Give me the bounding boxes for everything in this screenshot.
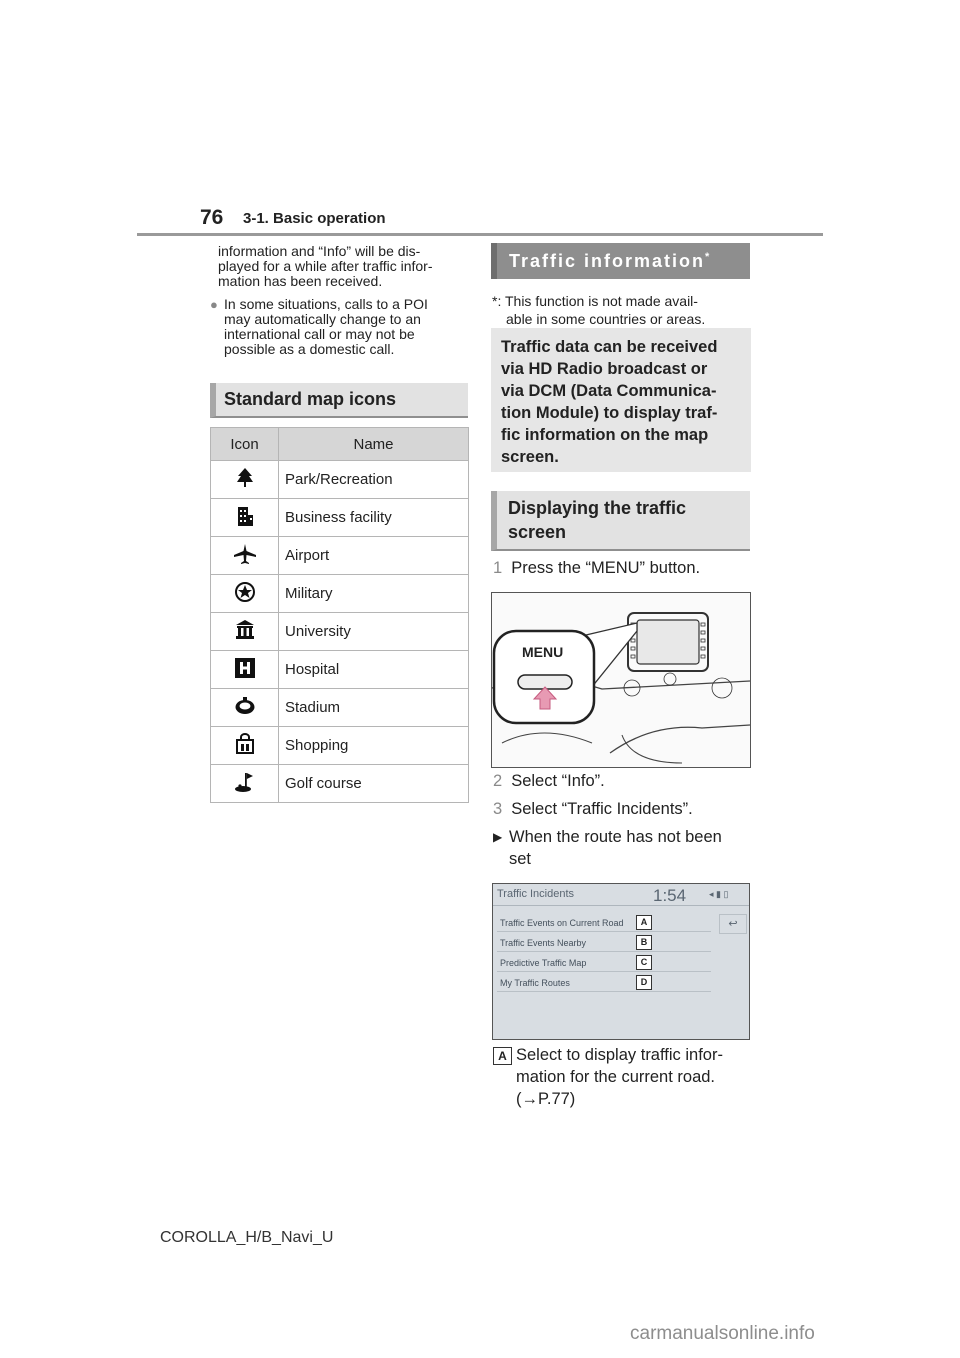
golf-course-icon: [234, 771, 256, 793]
table-row: [211, 689, 469, 727]
step-number: 1: [493, 559, 503, 577]
footer-model-code: COROLLA_H/B_Navi_U: [160, 1229, 334, 1246]
university-icon: [234, 619, 256, 641]
callout-letter: A: [493, 1047, 512, 1065]
displaying-traffic-screen-heading: [491, 491, 750, 551]
standard-map-icons-heading: Standard map icons: [210, 383, 468, 418]
status-icons: ◂ ▮ ▯: [709, 889, 729, 899]
text-line: Select to display traffic infor-: [516, 1046, 723, 1064]
table-cell-name: Business facility: [279, 499, 469, 537]
column-header-icon: Icon: [211, 428, 279, 461]
watermark: carmanualsonline.info: [630, 1323, 815, 1344]
stadium-icon: [234, 695, 256, 717]
step-3: [493, 798, 693, 820]
callout-a-description: [493, 1044, 758, 1110]
text-line: information and “Info” will be dis-: [218, 243, 421, 259]
text-line: set: [509, 850, 532, 868]
menu-item-my-routes[interactable]: My Traffic Routes: [497, 974, 711, 992]
page-number: 76: [200, 206, 224, 229]
callout-letter: C: [636, 955, 652, 970]
airport-icon: [233, 543, 257, 565]
step-number: 2: [493, 772, 503, 790]
table-row: [211, 765, 469, 803]
menu-item-nearby[interactable]: Traffic Events Nearby: [497, 934, 711, 952]
table-row: [211, 575, 469, 613]
step-1: [493, 557, 700, 579]
text-line: Displaying the traffic: [508, 498, 687, 518]
table-header-row: [211, 428, 469, 461]
intro-box: [491, 328, 751, 472]
text-line: screen: [508, 522, 567, 542]
callout-letter: A: [636, 915, 652, 930]
table-row: [211, 613, 469, 651]
table-row: [211, 461, 469, 499]
step-text: Press the “MENU” button.: [511, 559, 701, 577]
text-line: screen.: [501, 448, 559, 466]
table-row: [211, 499, 469, 537]
text-line: tion Module) to display traf-: [501, 404, 718, 422]
table-cell-name: Golf course: [279, 765, 469, 803]
text-line: may automatically change to an: [224, 311, 421, 327]
text-line: *: This function is not made avail-: [492, 293, 698, 309]
screen-clock: 1:54: [653, 886, 687, 905]
step-text: Select “Info”.: [511, 772, 605, 790]
traffic-incidents-screen: [492, 883, 750, 1040]
hospital-icon: [234, 657, 256, 679]
step-2: [493, 770, 605, 792]
text-line: via HD Radio broadcast or: [501, 360, 708, 378]
continued-paragraph: [218, 244, 473, 289]
text-line: mation for the current road.: [516, 1068, 716, 1086]
step-text: Select “Traffic Incidents”.: [511, 800, 693, 818]
table-cell-name: Park/Recreation: [279, 461, 469, 499]
shopping-icon: [234, 733, 256, 755]
bullet-dot-icon: ●: [210, 297, 218, 312]
header-rule: [137, 233, 823, 236]
text-line: When the route has not been: [509, 828, 722, 846]
table-cell-name: Military: [279, 575, 469, 613]
table-cell-name: Airport: [279, 537, 469, 575]
column-header-name: Name: [279, 428, 469, 461]
table-cell-name: University: [279, 613, 469, 651]
traffic-information-heading: [491, 243, 750, 279]
callout-letter: D: [636, 975, 652, 990]
table-cell-name: Hospital: [279, 651, 469, 689]
text-line: mation has been received.: [218, 273, 383, 289]
menu-item-current-road[interactable]: Traffic Events on Current Road: [497, 914, 711, 932]
business-facility-icon: [235, 505, 255, 527]
dashboard-drawing: [492, 593, 750, 767]
table-row: [211, 537, 469, 575]
table-row: [211, 727, 469, 765]
military-icon: [234, 581, 256, 603]
screen-title: Traffic Incidents: [497, 888, 575, 900]
text-line: Traffic data can be received: [501, 338, 718, 356]
text-line: fic information on the map: [501, 426, 709, 444]
footnote: [492, 292, 752, 328]
section-title: 3-1. Basic operation: [243, 210, 386, 227]
table-cell-name: Stadium: [279, 689, 469, 727]
text-line: via DCM (Data Communica-: [501, 382, 717, 400]
menu-label: MENU: [522, 644, 564, 660]
text-line: In some situations, calls to a POI: [224, 296, 428, 312]
triangle-bullet-icon: ▶: [493, 830, 503, 844]
text-line: international call or may not be: [224, 326, 415, 342]
bullet-item: [210, 297, 472, 357]
text-line: able in some countries or areas.: [506, 311, 706, 327]
callout-letter: B: [636, 935, 652, 950]
back-icon[interactable]: ↩: [719, 914, 747, 934]
table-row: [211, 651, 469, 689]
park-recreation-icon: [235, 467, 255, 489]
menu-item-predictive-map[interactable]: Predictive Traffic Map: [497, 954, 711, 972]
text-line: possible as a domestic call.: [224, 341, 395, 357]
table-cell-name: Shopping: [279, 727, 469, 765]
dashboard-illustration: [491, 592, 751, 768]
text-line: played for a while after traffic infor-: [218, 258, 433, 274]
map-icons-table: [210, 427, 469, 803]
asterisk: *: [705, 251, 712, 263]
sub-bullet: [493, 826, 753, 870]
page-reference-link[interactable]: (→P.77): [516, 1090, 576, 1108]
step-number: 3: [493, 800, 503, 818]
heading-text: Traffic information: [509, 251, 706, 271]
title-divider: [493, 905, 749, 906]
